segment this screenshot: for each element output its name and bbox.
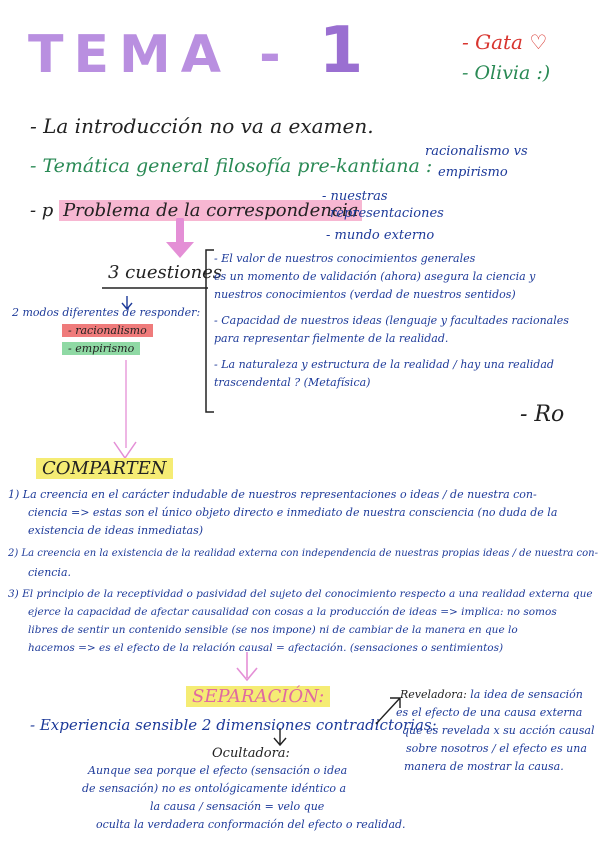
small-down-arrow-icon	[120, 294, 134, 312]
question-3-line-1: - La naturaleza y estructura de la realidad / hay una realidad	[214, 358, 554, 371]
question-2-line-1: - Capacidad de nuestros ideas (lenguaje y facultades racionales	[214, 314, 569, 327]
underline	[100, 284, 210, 292]
question-2-line-2: para representar fielmente de la realidad.	[214, 332, 449, 345]
pink-arrow-icon-2	[232, 650, 262, 684]
reveladora-line-2: es el efecto de una causa externa	[396, 706, 583, 719]
ocultadora-line-1: Aunque sea porque el efecto (sensación o idea	[88, 764, 348, 777]
heart-icon: ♡	[529, 30, 548, 54]
title-text: TEMA -	[28, 25, 291, 85]
tematica-right-2: empirismo	[438, 165, 508, 180]
intro-line: - La introducción no va a examen.	[30, 114, 374, 138]
separacion-heading: SEPARACIÓN:	[186, 686, 330, 707]
comparten-p3-line-3: libres de sentir un contenido sensible (se nos impone) ni de cambiar de la manera en que lo	[28, 624, 518, 636]
experiencia-line: - Experiencia sensible 2 dimensiones contradictorias:	[30, 716, 437, 734]
reveladora-line-4: sobre nosotros / el efecto es una	[406, 742, 587, 755]
tematica-line: - Temática general filosofía pre-kantiana :	[30, 155, 433, 177]
page-title	[28, 14, 373, 88]
reveladora-line-5: manera de mostrar la causa.	[404, 760, 564, 773]
pink-down-arrow-icon	[160, 218, 200, 262]
author-gata: - Gata ♡	[462, 30, 548, 54]
comparten-p3-line-1: 3) El principio de la receptividad o pasividad del sujeto del conocimiento respecto a una realidad externa que	[8, 588, 593, 600]
problema-line: - p Problema de la correspondencia	[30, 200, 362, 221]
signature-ro: - Ro	[520, 402, 565, 427]
author-olivia: - Olivia :)	[462, 62, 551, 84]
comparten-p2-line-2: ciencia.	[28, 566, 72, 579]
reveladora-title: Reveladora:	[400, 688, 467, 701]
tres-cuestiones-label: 3 cuestiones	[108, 262, 223, 283]
comparten-p3-line-2: ejerce la capacidad de afectar causalidad con cosas a la producción de ideas => implica: no somos	[28, 606, 557, 618]
ocultadora-line-3: la causa / sensación = velo que	[150, 800, 325, 813]
question-3-line-2: trascendental ? (Metafísica)	[214, 376, 371, 389]
comparten-p1-line-3: existencia de ideas inmediatas)	[28, 524, 204, 537]
reveladora-line-1: Reveladora: la idea de sensación	[400, 688, 583, 701]
ocultadora-title: Ocultadora:	[212, 746, 290, 761]
reveladora-line-3: que es revelada x su acción causal	[402, 724, 595, 737]
mode-racionalismo: - racionalismo	[62, 324, 153, 337]
mode-empirismo: - empirismo	[62, 342, 140, 355]
comparten-p2-line-1: 2) La creencia en la existencia de la realidad externa con independencia de nuestras propias ideas / de nuestra con-	[8, 548, 598, 559]
ocultadora-line-2: de sensación) no es ontológicamente idéntico a	[82, 782, 347, 795]
question-1-line-1: - El valor de nuestros conocimientos generales	[214, 252, 476, 265]
tematica-right-1: racionalismo vs	[425, 144, 528, 159]
problema-branch-1: - nuestras	[322, 189, 388, 204]
problema-highlight: Problema de la correspondencia	[59, 200, 362, 221]
ocultadora-line-4: oculta la verdadera conformación del efecto o realidad.	[96, 818, 406, 831]
modes-label: 2 modos diferentes de responder:	[12, 306, 201, 319]
question-1-line-2: es un momento de validación (ahora) asegura la ciencia y	[214, 270, 536, 283]
comparten-p3-line-4: hacemos => es el efecto de la relación causal = afectación. (sensaciones o sentimientos)	[28, 642, 504, 654]
comparten-heading: COMPARTEN	[36, 458, 173, 479]
problema-branch-3: - mundo externo	[326, 228, 435, 243]
problema-branch-2: representaciones	[330, 206, 444, 221]
arrow-down-icon	[270, 726, 290, 748]
title-number: 1	[318, 14, 374, 88]
comparten-p1-line-1: 1) La creencia en el carácter indudable de nuestros representaciones o ideas / de nuestra con-	[8, 488, 537, 501]
comparten-p1-line-2: ciencia => estas son el único objeto directo e inmediato de nuestra consciencia (no duda de la	[28, 506, 558, 519]
question-1-line-3: nuestros conocimientos (verdad de nuestros sentidos)	[214, 288, 516, 301]
